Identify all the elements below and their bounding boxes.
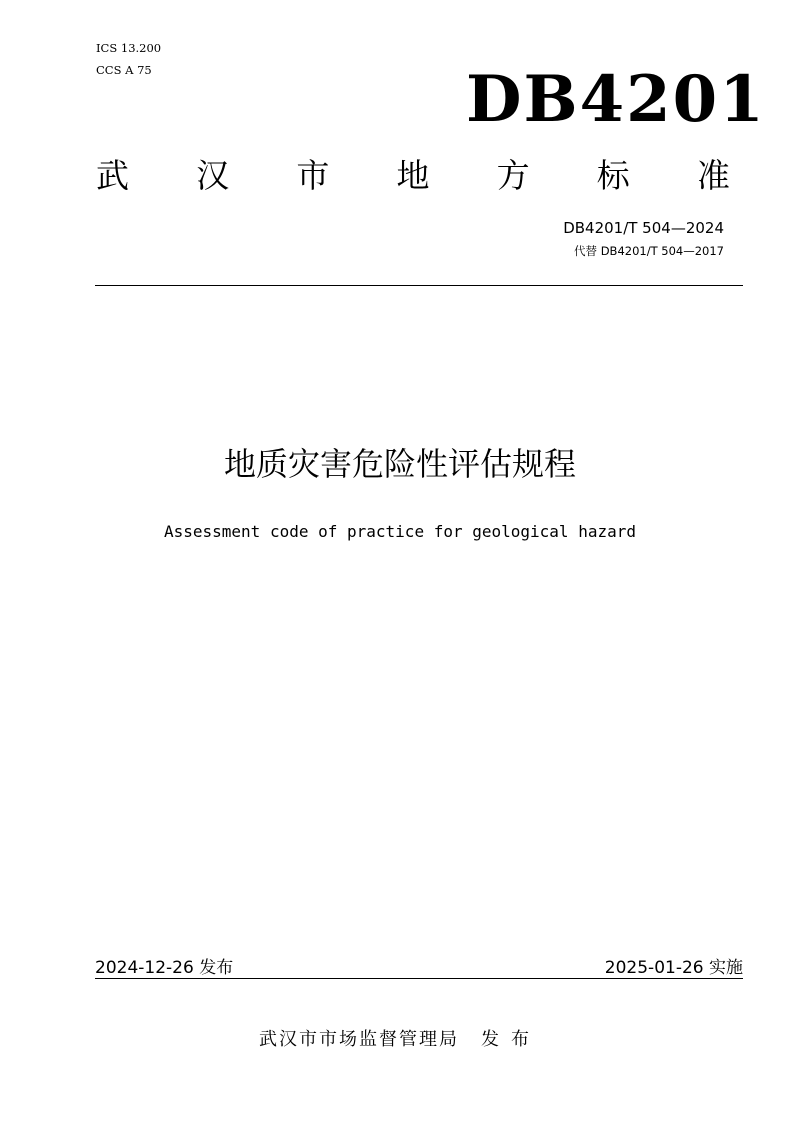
replaces-note: 代替 DB4201/T 504—2017 xyxy=(574,244,724,258)
top-divider xyxy=(95,285,743,286)
title-char: 标 xyxy=(596,156,630,195)
title-char: 方 xyxy=(496,156,530,195)
issuer-action: 发布 xyxy=(481,1029,541,1050)
title-char: 准 xyxy=(696,156,730,195)
ccs-code: CCS A 75 xyxy=(96,63,152,77)
issuer-line xyxy=(0,1027,800,1053)
document-title-en: Assessment code of practice for geological hazard xyxy=(163,522,636,541)
standard-category-title xyxy=(96,152,730,200)
title-char: 汉 xyxy=(196,156,230,195)
title-char: 地 xyxy=(396,156,430,195)
title-char: 市 xyxy=(296,156,330,195)
document-title-zh: 地质灾害危险性评估规程 xyxy=(223,445,576,483)
implement-date: 2025-01-26 实施 xyxy=(604,958,743,978)
bottom-divider xyxy=(95,978,743,979)
standard-logo: DB4201 xyxy=(466,62,766,137)
title-char: 武 xyxy=(96,156,129,195)
ics-code: ICS 13.200 xyxy=(96,41,162,55)
issuer-organization: 武汉市市场监督管理局 xyxy=(259,1029,459,1050)
publish-date: 2024-12-26 发布 xyxy=(95,958,234,978)
standard-number: DB4201/T 504—2024 xyxy=(563,219,724,237)
